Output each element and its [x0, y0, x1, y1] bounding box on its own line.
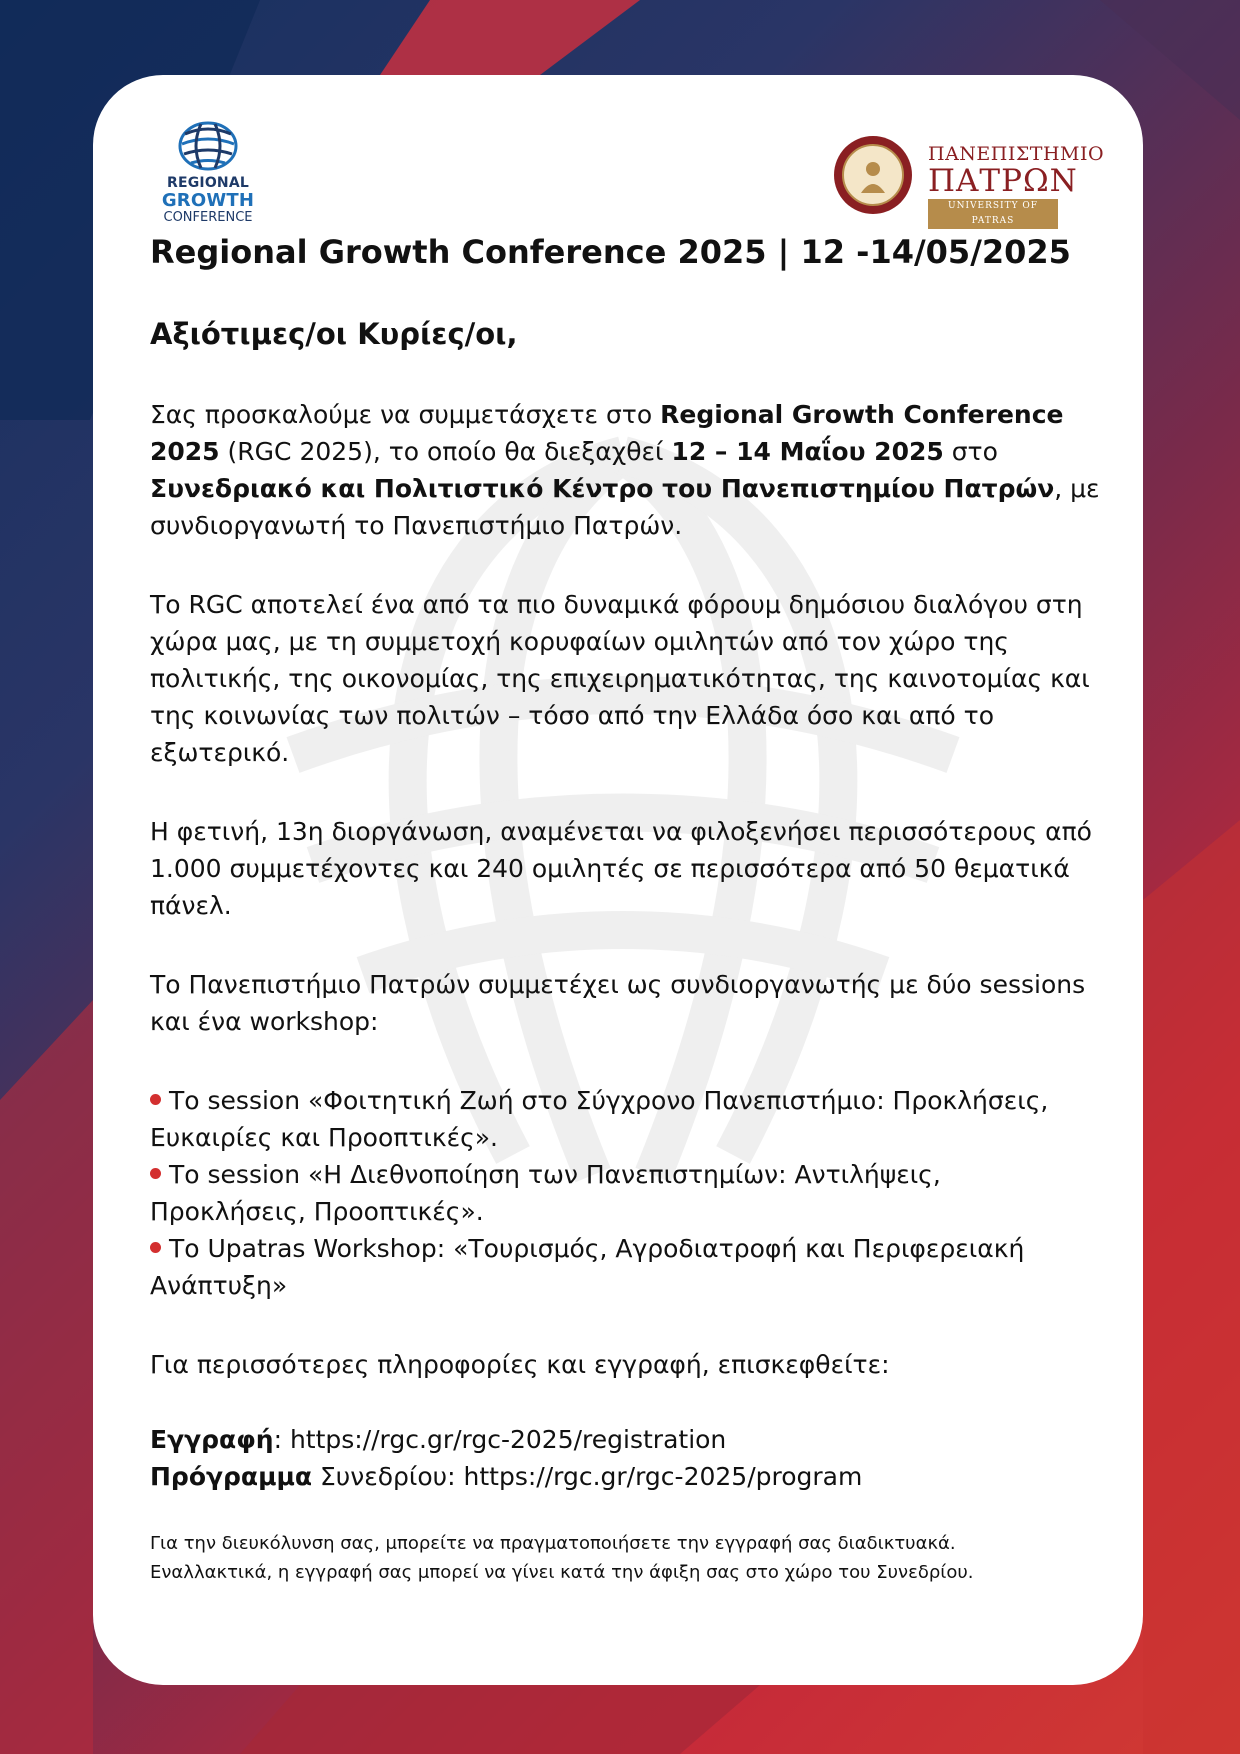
links-block	[150, 1421, 1100, 1495]
invitation-card	[93, 75, 1143, 1685]
program-rest: Συνεδρίου:	[312, 1462, 464, 1491]
paragraph-more-info: Για περισσότερες πληροφορίες και εγγραφή, επισκεφθείτε:	[150, 1350, 890, 1379]
sessions-list	[150, 1082, 1100, 1304]
regional-growth-logo	[153, 120, 263, 225]
p1-text-2: (RGC 2025), το οποίο θα διεξαχθεί	[219, 437, 672, 466]
bullet-dot-icon	[150, 1168, 161, 1179]
list-item-text: Το session «Φοιτητική Ζωή στο Σύγχρονο Πανεπιστήμιο: Προκλήσεις, Ευκαιρίες και Προοπτικές».	[150, 1086, 1049, 1152]
paragraph-invitation	[150, 396, 1100, 544]
program-label: Πρόγραμμα	[150, 1462, 313, 1491]
p1-text-1: Σας προσκαλούμε να συμμετάσχετε στο	[150, 400, 661, 429]
footnote	[150, 1529, 1100, 1587]
list-item	[150, 1082, 1100, 1156]
p1-text-3: στο	[943, 437, 998, 466]
letter-body	[150, 230, 1100, 1587]
university-name-line2: ΠΑΤΡΩΝ	[928, 163, 1078, 199]
registration-link[interactable]: https://rgc.gr/rgc-2025/registration	[289, 1425, 727, 1454]
footnote-line-2: Εναλλακτικά, η εγγραφή σας μπορεί να γίνει κατά την άφιξη σας στο χώρο του Συνεδρίου.	[150, 1562, 974, 1583]
list-item	[150, 1156, 1100, 1230]
bullet-dot-icon	[150, 1242, 161, 1253]
registration-sep: :	[273, 1425, 290, 1454]
footnote-line-1: Για την διευκόλυνση σας, μπορείτε να πραγματοποιήσετε την εγγραφή σας διαδικτυακά.	[150, 1533, 956, 1554]
rgc-globe-icon	[177, 120, 239, 172]
p1-bold-conference: Regional Growth Conference 2025	[150, 400, 1064, 466]
list-item-text: Το session «Η Διεθνοποίηση των Πανεπιστημίων: Αντιλήψεις, Προκλήσεις, Προοπτικές».	[150, 1160, 941, 1226]
rgc-logo-line2: GROWTH	[161, 190, 255, 211]
document-title: Regional Growth Conference 2025 | 12 -14/05/2025	[150, 233, 1071, 271]
p1-bold-dates: 12 – 14 Μαΐου 2025	[671, 437, 944, 466]
university-seal-icon	[833, 135, 913, 215]
list-item-text: Το Upatras Workshop: «Τουρισμός, Αγροδιατροφή και Περιφερειακή Ανάπτυξη»	[150, 1234, 1025, 1300]
greeting: Αξιότιμες/οι Κυρίες/οι,	[150, 317, 518, 351]
p1-text-4: , με συνδιοργανωτή το Πανεπιστήμιο Πατρών.	[150, 474, 1100, 540]
paragraph-about-rgc: Το RGC αποτελεί ένα από τα πιο δυναμικά φόρουμ δημόσιου διαλόγου στη χώρα μας, με τη συμμετοχή κορυφαίων ομιλητών από τον χώρο της πολιτικής, της οικονομίας, της επιχειρηματικότητας, της καινοτομίας και της κοινωνίας των πολιτών – τόσο από την Ελλάδα όσο και από το εξωτερικό.	[150, 590, 1090, 767]
university-name-english: UNIVERSITY OF PATRAS	[928, 199, 1058, 229]
bullet-dot-icon	[150, 1094, 161, 1105]
program-link[interactable]: https://rgc.gr/rgc-2025/program	[463, 1462, 863, 1491]
rgc-logo-line3: CONFERENCE	[163, 210, 253, 225]
rgc-logo-line1: REGIONAL	[166, 175, 250, 191]
university-name-line1: ΠΑΝΕΠΙΣΤΗΜΙΟ	[928, 143, 1105, 165]
p1-bold-venue: Συνεδριακό και Πολιτιστικό Κέντρο του Πανεπιστημίου Πατρών	[150, 474, 1055, 503]
list-item	[150, 1230, 1100, 1304]
paragraph-attendance: Η φετινή, 13η διοργάνωση, αναμένεται να φιλοξενήσει περισσότερους από 1.000 συμμετέχοντες και 240 ομιλητές σε περισσότερα από 50 θεματικά πάνελ.	[150, 817, 1092, 920]
registration-label: Εγγραφή	[150, 1425, 274, 1454]
registration-line	[150, 1421, 1100, 1458]
paragraph-sessions-intro: Το Πανεπιστήμιο Πατρών συμμετέχει ως συνδιοργανωτής με δύο sessions και ένα workshop:	[150, 970, 1086, 1036]
program-line	[150, 1458, 1100, 1495]
